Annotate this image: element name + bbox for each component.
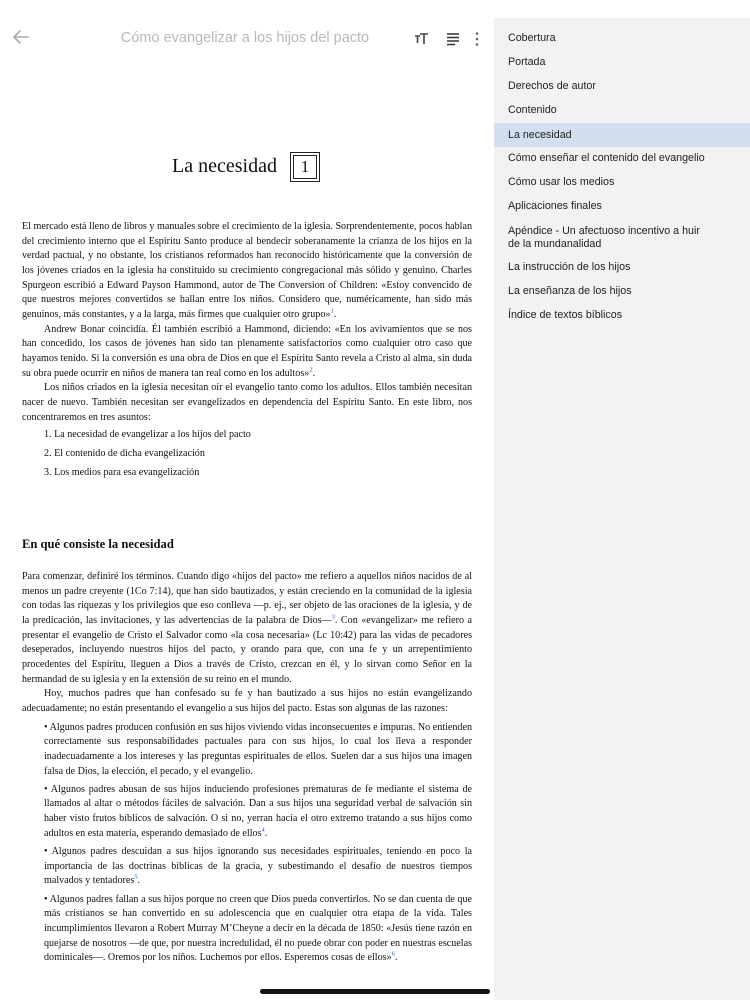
toc-item-cobertura[interactable]: Cobertura	[508, 32, 556, 44]
text-size-icon[interactable]	[413, 30, 431, 48]
text-align-icon[interactable]	[444, 30, 462, 48]
toc-item-instruccion[interactable]: La instrucción de los hijos	[508, 261, 631, 273]
intro-text	[22, 220, 472, 480]
home-indicator[interactable]	[260, 989, 490, 994]
table-of-contents	[494, 18, 750, 1000]
paragraph: Los niños criados en la iglesia necesitan oír el evangelio tanto como los adultos. Ellos también necesitan nacer de nuevo. También necesitan ser evangelizados en dependencia del Espíritu Santo. En este libro, nos concentraremos en tres asuntos:	[22, 382, 472, 423]
list-item: 1. La necesidad de evangelizar a los hijos del pacto	[44, 429, 251, 441]
list-item: • Algunos padres producen confusión en sus hijos viviendo vidas inconsecuentes e impuras. No entienden correctamente sus responsabilidades pactuales para con sus hijos, lo cual los lleva a responder inadecuadamente a los intereses y las preguntas espirituales de ellos. Suelen dar a sus hijos una imagen falsa de Dios, la elección, el pecado, y el evangelio.	[44, 721, 472, 777]
toc-item-portada[interactable]: Portada	[508, 56, 546, 68]
footnote-link[interactable]: 2	[309, 366, 313, 374]
topic-list	[22, 428, 472, 480]
paragraph: Para comenzar, definiré los términos. Cuando digo «hijos del pacto» me refiero a aquellos niños nacidos de al menos un padre creyente (1Co 7:14), que han sido bautizados, y están creciendo en la comunidad de la iglesia con todas las riquezas y los privilegios que eso conlleva —p. ej., ser objeto de las oraciones de la iglesia, y de la predicación, las invitaciones, y las advertencias de la palabra de Dios—$^3$. Con «evangelizar» me refiero a presentar el evangelio de Cristo el Salvador como «la cosa necesaria» (Lc 10:42) para las vidas de pecadores deseperados, incluyendo nuestros hijos del pacto, y orando para que, con una fe y un arrepentimiento procedentes del Espíritu, lleguen a Dios a través de Cristo, crezcan en él, y lo sirvan como Señor en la hermandad de su iglesia y en la extensión de su reino en el mundo.	[22, 571, 472, 685]
more-vertical-icon[interactable]	[468, 30, 486, 48]
list-item: • Algunos padres fallan a sus hijos porque no creen que Dios pueda convertirlos. No se dan cuenta de que más cristianos se han convertido en su adolescencia que en cualquier otra etapa de la vida. Tales incumplimientos llevaron a Robert Murray M’Cheyne a decir en la década de 1850: «Jesús tiene razón en quejarse de nosotros —de que, por nuestra incredulidad, él no puede obrar con poder en nuestras escuelas dominicales—. Oremos por los niños. Luchemos por ellos. Esperemos cosas de ellos»$^6$.	[44, 893, 472, 964]
section-heading: En qué consiste la necesidad	[22, 537, 174, 551]
book-title: Cómo evangelizar a los hijos del pacto	[120, 30, 370, 46]
list-item: 2. El contenido de dicha evangelización	[44, 447, 205, 459]
toc-item-la-necesidad[interactable]: La necesidad	[494, 123, 750, 147]
toc-item-medios[interactable]: Cómo usar los medios	[508, 176, 615, 188]
paragraph: El mercado está lleno de libros y manuales sobre el crecimiento de la iglesia. Sorprendentemente, pocos hablan del crecimiento interno que el Espíritu Santo produce al bendecir soberanamente la crianza de los hijos en la verdad pactual, y no obstante, los cristianos reformados han reconocido históricamente que la conversión de los jóvenes criados en la iglesia ha constituido su crecimiento congregacional más sólido y genuino. Charles Spurgeon escribió a Edward Payson Hammond, autor de The Conversion of Children: «Estoy convencido de que nuestros mejores convertidos se hallan entre los niños. Considero que, numéricamente, han sido más genuinos, más constantes, y a la larga, más firmes que cualquier otro grupo»$^1$.	[22, 221, 472, 320]
chapter-heading	[0, 152, 494, 186]
toc-item-ensenanza[interactable]: La enseñanza de los hijos	[508, 285, 632, 297]
chapter-title: La necesidad	[172, 155, 277, 177]
paragraph: Andrew Bonar coincidía. Él también escribió a Hammond, diciendo: «En los avivamientos que se nos han concedido, los casos de jóvenes han sido tan plenamente satisfactorios como cualquier otro caso que hayamos tenido. Si la conversión es una obra de Dios en que el Espíritu Santo revela a Cristo al alma, sin duda su obra puede ocurrir en niños de manera tan real como en los adultos»$^2$.	[22, 323, 472, 379]
toc-item-derechos[interactable]: Derechos de autor	[508, 80, 596, 92]
back-arrow-icon[interactable]	[10, 26, 32, 48]
list-item: • Algunos padres abusan de sus hijos induciendo profesiones prematuras de fe mediante el sistema de llamados al altar o métodos fáciles de salvación. Dan a sus hijos una seguridad verbal de salvación sin haber visto frutos bíblicos de salvación. O si no, yerran hacia el otro extremo tratando a sus hijos como adultos en esta materia, esperando demasiado de ellos$^4$.	[44, 783, 472, 839]
section-text	[22, 570, 472, 969]
toc-item-contenido[interactable]: Contenido	[508, 104, 557, 116]
toc-item-contenido-evangelio[interactable]: Cómo enseñar el contenido del evangelio	[508, 152, 705, 164]
footnote-link[interactable]: 3	[331, 613, 335, 621]
toc-item-apendice[interactable]: Apéndice - Un afectuoso incentivo a huir de la mundanalidad	[508, 225, 700, 250]
toc-item-aplicaciones[interactable]: Aplicaciones finales	[508, 200, 602, 212]
chapter-number: 1	[293, 155, 317, 179]
reader-toolbar	[0, 0, 494, 76]
paragraph: Hoy, muchos padres que han confesado su fe y han bautizado a sus hijos no están evangelizando adecuadamente; no están presentando el evangelio a sus hijos del pacto. Estas son algunas de las razones:	[22, 688, 472, 714]
footnote-link[interactable]: 1	[330, 307, 334, 315]
footnote-link[interactable]: 4	[261, 826, 265, 834]
list-item: 3. Los medios para esa evangelización	[44, 466, 200, 478]
footnote-link[interactable]: 5	[134, 873, 138, 881]
footnote-link[interactable]: 6	[391, 950, 395, 958]
reasons-list	[22, 721, 472, 966]
chapter-number-box	[290, 152, 320, 182]
toc-item-indice[interactable]: Índice de textos bíblicos	[508, 309, 623, 321]
list-item: • Algunos padres descuidan a sus hijos ignorando sus necesidades espirituales, teniendo en poco la importancia de las doctrinas bíblicas de la gracia, y subestimando el desafío de nuestros tiempos malvados y tentadores$^5$.	[44, 846, 472, 887]
